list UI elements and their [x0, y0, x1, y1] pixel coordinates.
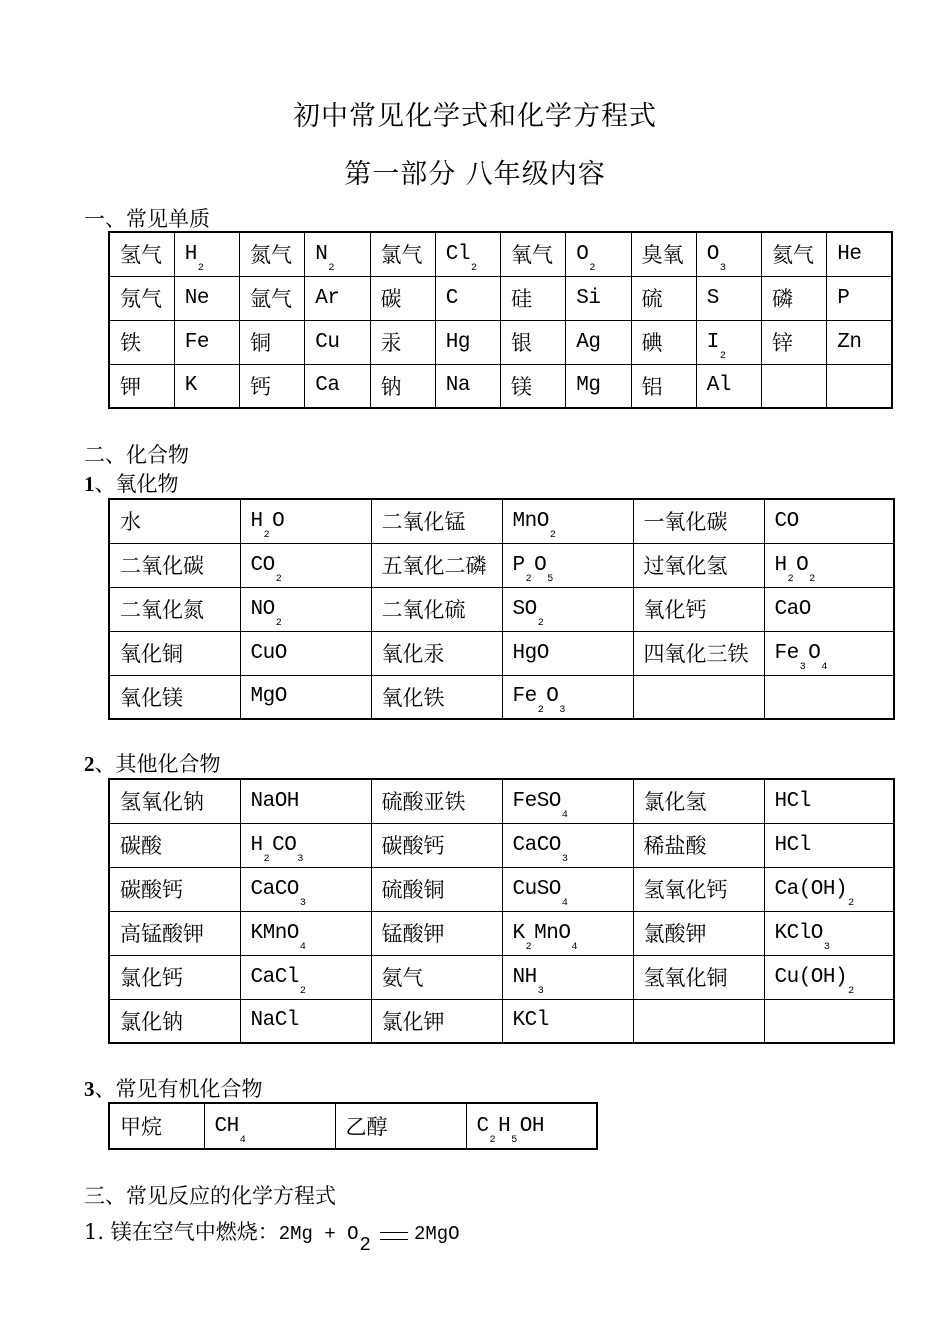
substance-name: 氯气: [370, 232, 435, 276]
formula-symbol: Cl: [445, 242, 470, 266]
formula-symbol: CO: [774, 509, 799, 533]
chemical-formula: [764, 867, 894, 911]
formula-subscript: 3: [719, 262, 726, 274]
formula-subscript: 2: [263, 529, 270, 541]
equation-1: [84, 1216, 460, 1256]
formula-symbol: Ne: [184, 286, 209, 310]
formula-subscript: 2: [787, 573, 794, 585]
formula-symbol: Cu: [315, 330, 340, 354]
substance-name: 氨气: [371, 955, 502, 999]
formula-subscript: 5: [547, 573, 553, 585]
formula-symbol: FeSO: [512, 789, 561, 813]
formula-symbol: He: [837, 242, 862, 266]
table-row: [109, 276, 892, 320]
formula-symbol: CuO: [250, 641, 287, 665]
table-row: [109, 320, 892, 364]
substance-name: 氧化铜: [109, 631, 240, 675]
substance-name: 锌: [762, 320, 827, 364]
formula-symbol: HgO: [512, 641, 549, 665]
chemical-formula: [566, 364, 631, 408]
formula-symbol: H: [250, 509, 263, 533]
formula-symbol: Ca(OH): [774, 877, 848, 901]
substance-name: 二氧化锰: [371, 499, 502, 543]
substance-name: 二氧化氮: [109, 587, 240, 631]
equation-subscript: 2: [359, 1234, 371, 1256]
substance-name: 氧化镁: [109, 675, 240, 719]
equation-product: 2MgO: [413, 1223, 460, 1245]
chemical-formula: [502, 543, 633, 587]
organics-table: [108, 1102, 598, 1150]
substance-name: 氢氧化铜: [633, 955, 764, 999]
elements-table: [108, 231, 893, 409]
chemical-formula: [764, 587, 894, 631]
substance-name: 碳酸: [109, 823, 240, 867]
chemical-formula: [502, 499, 633, 543]
chemical-formula: [240, 675, 371, 719]
chemical-formula: [764, 499, 894, 543]
chemical-formula: [502, 587, 633, 631]
substance-name: 锰酸钾: [371, 911, 502, 955]
substance-name: 碳酸钙: [371, 823, 502, 867]
formula-symbol: P: [512, 553, 525, 577]
formula-symbol: Hg: [445, 330, 470, 354]
substance-name: 氯化钙: [109, 955, 240, 999]
formula-symbol: N: [315, 242, 328, 266]
substance-name: 二氧化硫: [371, 587, 502, 631]
chemical-formula: [240, 779, 371, 823]
formula-subscript: 2: [299, 985, 306, 997]
chemical-formula: [827, 320, 892, 364]
formula-symbol: K: [512, 921, 525, 945]
formula-symbol: CaCO: [512, 833, 561, 857]
formula-symbol: KCl: [512, 1009, 549, 1033]
chemical-formula: [696, 364, 761, 408]
subheading-label: 、氧化物: [94, 472, 179, 496]
chemical-formula: [174, 232, 239, 276]
formula-symbol: NaCl: [250, 1009, 299, 1033]
formula-symbol: CO: [250, 553, 275, 577]
formula-subscript: 2: [589, 262, 595, 274]
formula-symbol: Fe: [774, 641, 799, 665]
formula-symbol: Fe: [512, 685, 537, 709]
chemical-formula: [240, 587, 371, 631]
chemical-formula: [502, 867, 633, 911]
formula-symbol: Al: [706, 374, 731, 398]
chemical-formula: [827, 232, 892, 276]
formula-subscript: 2: [549, 529, 556, 541]
chemical-formula: [566, 320, 631, 364]
formula-subscript: 4: [571, 941, 577, 953]
formula-symbol: Si: [576, 286, 601, 310]
formula-subscript: 2: [275, 617, 282, 629]
subheading-other-compounds: [84, 748, 221, 778]
chemical-formula: [240, 999, 371, 1043]
section-heading-elements: 一、常见单质: [84, 207, 210, 231]
table-row: [109, 823, 894, 867]
substance-name: 一氧化碳: [633, 499, 764, 543]
substance-name: 氧化铁: [371, 675, 502, 719]
table-row: [109, 999, 894, 1043]
substance-name: 钠: [370, 364, 435, 408]
formula-subscript: 4: [561, 897, 568, 909]
substance-name: [762, 364, 827, 408]
substance-name: 铜: [240, 320, 305, 364]
substance-name: [633, 999, 764, 1043]
formula-symbol: CaCO: [250, 877, 299, 901]
substance-name: 氦气: [762, 232, 827, 276]
substance-name: 高锰酸钾: [109, 911, 240, 955]
formula-symbol: P: [837, 286, 850, 310]
oxides-table: [108, 498, 895, 720]
formula-symbol: MnO: [534, 921, 571, 945]
formula-subscript: 3: [537, 985, 544, 997]
chemical-formula: [764, 631, 894, 675]
formula-symbol: H: [184, 242, 197, 266]
substance-name: 氢气: [109, 232, 174, 276]
chemical-formula: [240, 499, 371, 543]
chemical-formula: [240, 955, 371, 999]
subheading-label: 、常见有机化合物: [94, 1077, 263, 1101]
substance-name: 氧化汞: [371, 631, 502, 675]
substance-name: [633, 675, 764, 719]
formula-subscript: 3: [297, 853, 303, 865]
formula-subscript: 2: [328, 262, 334, 274]
substance-name: 氯化钠: [109, 999, 240, 1043]
formula-symbol: CaCl: [250, 965, 299, 989]
substance-name: 碳酸钙: [109, 867, 240, 911]
formula-subscript: 2: [470, 262, 477, 274]
formula-symbol: O: [706, 242, 719, 266]
chemical-formula: [764, 999, 894, 1043]
equation-label: 1. 镁在空气中燃烧：: [84, 1220, 279, 1244]
substance-name: 氖气: [109, 276, 174, 320]
substance-name: 铝: [631, 364, 696, 408]
substance-name: 五氧化二磷: [371, 543, 502, 587]
subheading-organics: [84, 1073, 263, 1103]
table-row: [109, 587, 894, 631]
chemical-formula: [827, 364, 892, 408]
substance-name: 氯酸钾: [633, 911, 764, 955]
formula-subscript: 4: [299, 941, 306, 953]
formula-symbol: NaOH: [250, 789, 299, 813]
formula-symbol: CH: [214, 1114, 239, 1138]
chemical-formula: [502, 999, 633, 1043]
formula-subscript: 3: [823, 941, 830, 953]
formula-subscript: 3: [799, 661, 806, 673]
chemical-formula: [566, 276, 631, 320]
chemical-formula: [466, 1103, 597, 1149]
chemical-formula: [764, 779, 894, 823]
table-row: [109, 955, 894, 999]
subheading-number: 3: [84, 1077, 95, 1101]
chemical-formula: [305, 364, 370, 408]
substance-name: 汞: [370, 320, 435, 364]
chemical-formula: [696, 232, 761, 276]
formula-symbol: O: [546, 685, 559, 709]
chemical-formula: [764, 543, 894, 587]
chemical-formula: [502, 779, 633, 823]
formula-symbol: O: [576, 242, 589, 266]
formula-subscript: 2: [809, 573, 815, 585]
formula-subscript: 2: [525, 941, 532, 953]
formula-subscript: 4: [561, 809, 568, 821]
substance-name: 硫酸铜: [371, 867, 502, 911]
chemical-formula: [174, 276, 239, 320]
chemical-formula: [566, 232, 631, 276]
substance-name: 钙: [240, 364, 305, 408]
formula-symbol: HCl: [774, 789, 811, 813]
formula-subscript: 3: [299, 897, 306, 909]
table-row: [109, 911, 894, 955]
table-row: [109, 543, 894, 587]
formula-symbol: O: [808, 641, 821, 665]
chemical-formula: [764, 675, 894, 719]
table-row: [109, 779, 894, 823]
formula-symbol: H: [498, 1114, 511, 1138]
chemical-formula: [435, 364, 500, 408]
other-compounds-table: [108, 778, 895, 1044]
formula-subscript: 2: [848, 897, 854, 909]
formula-symbol: KClO: [774, 921, 823, 945]
chemical-formula: [240, 543, 371, 587]
formula-symbol: H: [774, 553, 787, 577]
substance-name: 二氧化碳: [109, 543, 240, 587]
formula-symbol: K: [184, 374, 197, 398]
chemical-formula: [502, 955, 633, 999]
substance-name: 氢氧化钙: [633, 867, 764, 911]
formula-subscript: 4: [821, 661, 827, 673]
chemical-formula: [764, 823, 894, 867]
chemical-formula: [240, 631, 371, 675]
chemical-formula: [696, 320, 761, 364]
substance-name: 氧气: [501, 232, 566, 276]
chemical-formula: [764, 955, 894, 999]
substance-name: 钾: [109, 364, 174, 408]
substance-name: 碳: [370, 276, 435, 320]
formula-subscript: 2: [537, 617, 544, 629]
table-row: [109, 867, 894, 911]
formula-symbol: Cu(OH): [774, 965, 848, 989]
formula-symbol: Ar: [315, 286, 340, 310]
chemical-formula: [174, 364, 239, 408]
table-row: [109, 364, 892, 408]
substance-name: 乙醇: [335, 1103, 466, 1149]
subheading-label: 、其他化合物: [94, 752, 221, 776]
chemical-formula: [204, 1103, 335, 1149]
substance-name: 过氧化氢: [633, 543, 764, 587]
table-row: [109, 499, 894, 543]
substance-name: 磷: [762, 276, 827, 320]
substance-name: 硅: [501, 276, 566, 320]
formula-subscript: 2: [489, 1134, 496, 1146]
subheading-oxides: [84, 468, 179, 498]
formula-subscript: 2: [197, 262, 204, 274]
equation-reactants: 2Mg + O: [278, 1223, 359, 1245]
formula-symbol: C: [476, 1114, 489, 1138]
substance-name: 四氧化三铁: [633, 631, 764, 675]
formula-subscript: 2: [275, 573, 282, 585]
formula-subscript: 4: [239, 1134, 246, 1146]
formula-symbol: NH: [512, 965, 537, 989]
table-row: [109, 631, 894, 675]
document-subtitle: 第一部分 八年级内容: [344, 159, 606, 190]
chemical-formula: [240, 911, 371, 955]
formula-symbol: O: [534, 553, 547, 577]
chemical-formula: [696, 276, 761, 320]
substance-name: 水: [109, 499, 240, 543]
chemical-formula: [502, 631, 633, 675]
substance-name: 氮气: [240, 232, 305, 276]
substance-name: 硫酸亚铁: [371, 779, 502, 823]
formula-symbol: HCl: [774, 833, 811, 857]
substance-name: 臭氧: [631, 232, 696, 276]
chemical-formula: [764, 911, 894, 955]
formula-subscript: 2: [719, 350, 726, 362]
formula-symbol: Zn: [837, 330, 862, 354]
chemical-formula: [435, 232, 500, 276]
formula-subscript: 5: [511, 1134, 517, 1146]
formula-subscript: 3: [559, 705, 565, 717]
formula-symbol: Na: [445, 374, 470, 398]
chemical-formula: [305, 232, 370, 276]
substance-name: 硫: [631, 276, 696, 320]
table-row: [109, 232, 892, 276]
formula-symbol: H: [250, 833, 263, 857]
chemical-formula: [502, 823, 633, 867]
chemical-formula: [435, 276, 500, 320]
formula-symbol: CO: [272, 833, 297, 857]
formula-symbol: Ca: [315, 374, 340, 398]
formula-symbol: C: [445, 286, 458, 310]
reaction-condition-mark: [380, 1232, 408, 1240]
formula-subscript: 2: [848, 985, 854, 997]
chemical-formula: [435, 320, 500, 364]
formula-subscript: 2: [263, 853, 270, 865]
chemical-formula: [502, 911, 633, 955]
formula-subscript: 2: [525, 573, 532, 585]
formula-symbol: S: [706, 286, 719, 310]
chemical-formula: [174, 320, 239, 364]
chemical-formula: [240, 823, 371, 867]
substance-name: 氩气: [240, 276, 305, 320]
subheading-number: 1: [84, 472, 95, 496]
formula-symbol: MgO: [250, 685, 287, 709]
formula-subscript: 3: [561, 853, 568, 865]
substance-name: 氢氧化钠: [109, 779, 240, 823]
substance-name: 氯化钾: [371, 999, 502, 1043]
chemical-formula: [502, 675, 633, 719]
section-heading-compounds: 二、化合物: [84, 443, 189, 467]
formula-symbol: MnO: [512, 509, 549, 533]
formula-symbol: Ag: [576, 330, 601, 354]
chemical-formula: [240, 867, 371, 911]
chemical-formula: [305, 320, 370, 364]
formula-symbol: Fe: [184, 330, 209, 354]
substance-name: 碘: [631, 320, 696, 364]
substance-name: 铁: [109, 320, 174, 364]
substance-name: 银: [501, 320, 566, 364]
substance-name: 镁: [501, 364, 566, 408]
formula-symbol: KMnO: [250, 921, 299, 945]
substance-name: 氯化氢: [633, 779, 764, 823]
formula-symbol: OH: [519, 1114, 544, 1138]
section-heading-equations: 三、常见反应的化学方程式: [84, 1184, 336, 1208]
table-row: [109, 1103, 597, 1149]
substance-name: 氧化钙: [633, 587, 764, 631]
substance-name: 稀盐酸: [633, 823, 764, 867]
formula-symbol: O: [796, 553, 809, 577]
formula-symbol: CuSO: [512, 877, 561, 901]
formula-symbol: NO: [250, 597, 275, 621]
formula-symbol: CaO: [774, 597, 811, 621]
table-row: [109, 675, 894, 719]
formula-symbol: Mg: [576, 374, 601, 398]
formula-symbol: I: [706, 330, 719, 354]
formula-subscript: 2: [537, 705, 544, 717]
document-title: 初中常见化学式和化学方程式: [293, 101, 657, 132]
formula-symbol: O: [272, 509, 285, 533]
subheading-number: 2: [84, 752, 95, 776]
chemical-formula: [827, 276, 892, 320]
chemical-formula: [305, 276, 370, 320]
formula-symbol: SO: [512, 597, 537, 621]
substance-name: 甲烷: [109, 1103, 204, 1149]
